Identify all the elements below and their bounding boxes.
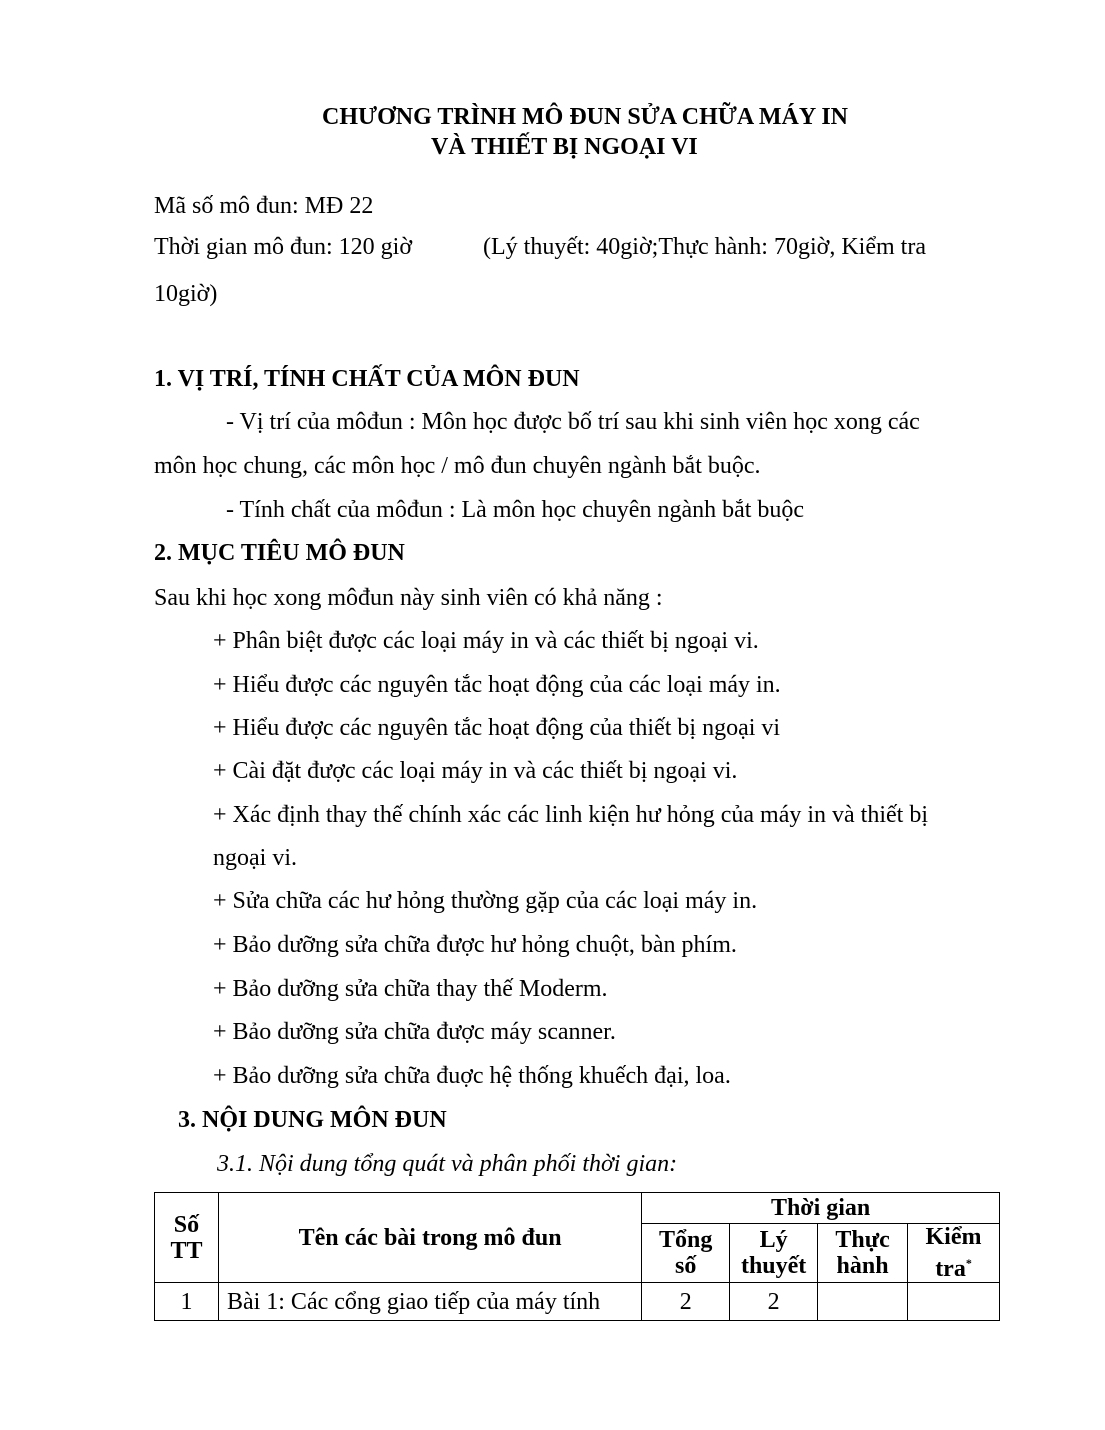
header-total (642, 1224, 730, 1283)
header-test-l2 (908, 1250, 999, 1282)
goal-item: + Bảo dưỡng sửa chữa được hư hỏng chuột, bàn phím. (213, 932, 737, 958)
section1-nature: - Tính chất của môđun : Là môn học chuyên ngành bắt buộc (226, 497, 805, 523)
section1-position-line2: môn học chung, các môn học / mô đun chuyên ngành bắt buộc. (154, 453, 761, 479)
schedule-table (154, 1192, 1000, 1321)
goal-item: + Sửa chữa các hư hỏng thường gặp của các loại máy in. (213, 888, 758, 914)
row-practice (818, 1283, 908, 1321)
header-test-l2-text: tra (935, 1256, 966, 1282)
header-practice-l1: Thực (835, 1227, 890, 1253)
section2-intro: Sau khi học xong môđun này sinh viên có khả năng : (154, 585, 663, 611)
goal-item: + Bảo dưỡng sửa chữa thay thế Moderm. (213, 976, 608, 1002)
table-row (155, 1283, 1000, 1321)
module-code: Mã số mô đun: MĐ 22 (154, 193, 374, 219)
section1-heading: 1. VỊ TRÍ, TÍNH CHẤT CỦA MÔN ĐUN (154, 366, 580, 392)
goal-item: + Xác định thay thế chính xác các linh kiện hư hỏng của máy in và thiết bị (213, 802, 928, 828)
header-no-l2: TT (170, 1237, 203, 1264)
section2-heading: 2. MỤC TIÊU MÔ ĐUN (154, 540, 405, 566)
header-theory-l1: Lý (759, 1227, 788, 1253)
header-time: Thời gian (642, 1193, 1000, 1224)
section3-heading: 3. NỘI DUNG MÔN ĐUN (178, 1107, 447, 1133)
goal-item: + Bảo dưỡng sửa chữa được máy scanner. (213, 1019, 616, 1045)
header-no-l1: Số (173, 1211, 200, 1238)
goal-item: + Phân biệt được các loại máy in và các thiết bị ngoại vi. (213, 628, 759, 654)
goal-item-cont: ngoại vi. (213, 845, 297, 871)
row-test (908, 1283, 1000, 1321)
doc-title-line1: CHƯƠNG TRÌNH MÔ ĐUN SỬA CHỮA MÁY IN (322, 104, 848, 130)
goal-item: + Hiểu được các nguyên tắc hoạt động của thiết bị ngoại vi (213, 715, 781, 741)
module-duration-note-cont: 10giờ) (154, 281, 218, 307)
header-test-l1: Kiểm (925, 1224, 982, 1250)
row-total: 2 (642, 1283, 730, 1321)
row-theory: 2 (730, 1283, 818, 1321)
goal-item: + Hiểu được các nguyên tắc hoạt động của các loại máy in. (213, 672, 781, 698)
module-duration: Thời gian mô đun: 120 giờ (154, 234, 413, 260)
section1-position-line1: - Vị trí của môđun : Môn học được bố trí sau khi sinh viên học xong các (226, 409, 920, 435)
module-duration-note: (Lý thuyết: 40giờ;Thực hành: 70giờ, Kiểm tra (483, 234, 926, 260)
header-practice-l2: hành (836, 1253, 889, 1279)
header-practice (818, 1224, 908, 1283)
header-total-l1: Tổng (659, 1227, 713, 1253)
header-total-l2: số (675, 1253, 697, 1279)
row-lesson-name: Bài 1: Các cổng giao tiếp của máy tính (218, 1283, 641, 1321)
section3-subheading: 3.1. Nội dung tổng quát và phân phối thời gian: (217, 1151, 678, 1177)
doc-title-line2: VÀ THIẾT BỊ NGOẠI VI (431, 134, 698, 160)
header-no (155, 1193, 219, 1283)
row-no: 1 (155, 1283, 219, 1321)
goal-item: + Cài đặt được các loại máy in và các thiết bị ngoại vi. (213, 758, 738, 784)
header-theory (730, 1224, 818, 1283)
header-theory-l2: thuyết (740, 1253, 807, 1279)
header-test-mark: * (965, 1256, 972, 1270)
header-test (908, 1224, 1000, 1283)
header-lesson-name: Tên các bài trong mô đun (218, 1193, 641, 1283)
goal-item: + Bảo dưỡng sửa chữa đuợc hệ thống khuếch đại, loa. (213, 1063, 731, 1089)
